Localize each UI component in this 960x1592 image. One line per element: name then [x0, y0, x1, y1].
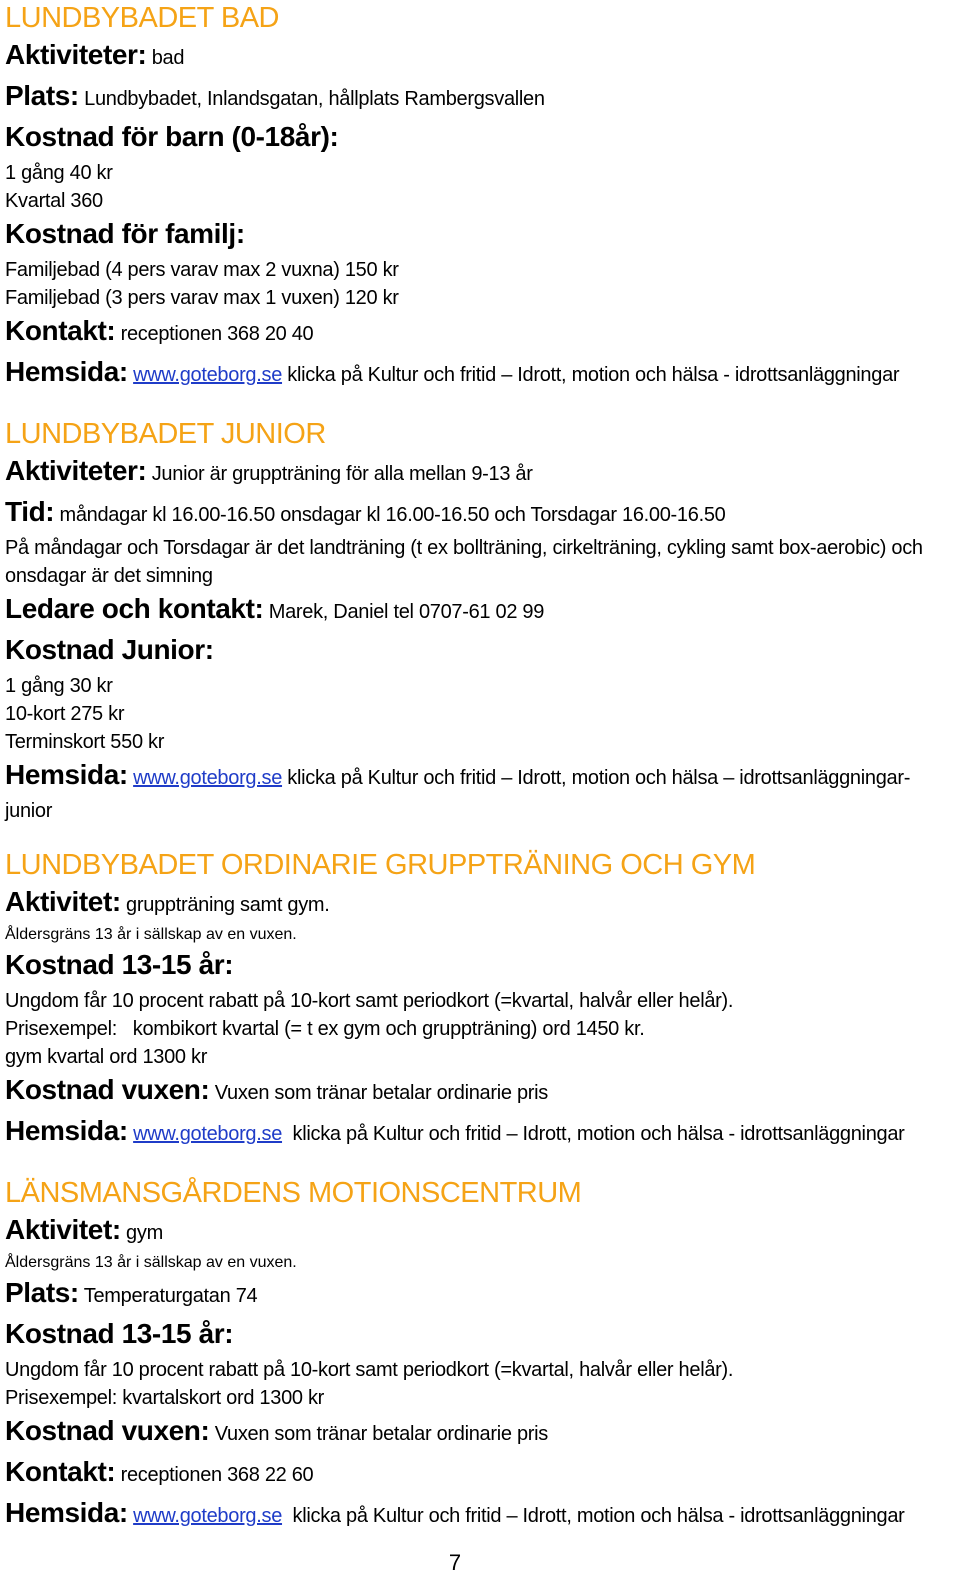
- section-lundbybadet-junior: [5, 416, 955, 825]
- cost-adult-value: Vuxen som tränar betalar ordinarie pris: [209, 1423, 548, 1445]
- website-note-continued: junior: [5, 800, 53, 822]
- page-number: 7: [448, 1550, 462, 1575]
- website-link[interactable]: www.goteborg.se: [133, 1123, 283, 1145]
- age-limit: Åldersgräns 13 år i sällskap av en vuxen.: [5, 1254, 297, 1271]
- activity-line: [5, 883, 955, 924]
- cost-family-item: Familjebad (3 pers varav max 1 vuxen) 120 kr: [5, 287, 399, 309]
- website-note: klicka på Kultur och fritid – Idrott, motion och hälsa - idrottsanläggningar: [282, 1505, 905, 1527]
- section-spacer: [5, 825, 955, 847]
- contact-value: receptionen 368 22 60: [115, 1464, 314, 1486]
- section-heading: LUNDBYBADET JUNIOR: [5, 418, 326, 450]
- website-line: [5, 1112, 955, 1153]
- cost-youth-line: [5, 1315, 955, 1356]
- contact-value: receptionen 368 20 40: [115, 323, 314, 345]
- activity-line: [5, 452, 955, 493]
- cost-youth-label: Kostnad 13-15 år:: [5, 1318, 234, 1349]
- activity-value: gym: [120, 1222, 163, 1244]
- website-line: [5, 1494, 955, 1535]
- activity-label: Aktivitet:: [5, 886, 121, 917]
- website-line: [5, 756, 955, 797]
- cost-adult-label: Kostnad vuxen:: [5, 1415, 210, 1446]
- cost-children-line: [5, 118, 955, 159]
- time-line: [5, 493, 955, 534]
- document-page: [5, 0, 955, 1535]
- cost-youth-item: Prisexempel: kombikort kvartal (= t ex gym och gruppträning) ord 1450 kr.: [5, 1018, 645, 1040]
- website-note: klicka på Kultur och fritid – Idrott, motion och hälsa - idrottsanläggningar: [282, 1123, 905, 1145]
- time-value: måndagar kl 16.00-16.50 onsdagar kl 16.00-16.50 och Torsdagar 16.00-16.50: [54, 504, 726, 526]
- cost-adult-label: Kostnad vuxen:: [5, 1074, 210, 1105]
- website-link[interactable]: www.goteborg.se: [133, 767, 283, 789]
- section-heading: LÄNSMANSGÅRDENS MOTIONSCENTRUM: [5, 1177, 582, 1209]
- place-line: [5, 77, 955, 118]
- place-line: [5, 1274, 955, 1315]
- website-line: [5, 353, 955, 394]
- contact-line: [5, 312, 955, 353]
- cost-adult-line: [5, 1071, 955, 1112]
- cost-youth-item: Ungdom får 10 procent rabatt på 10-kort samt periodkort (=kvartal, halvår eller helår).: [5, 1359, 734, 1381]
- leader-label: Ledare och kontakt:: [5, 593, 264, 624]
- cost-youth-item: gym kvartal ord 1300 kr: [5, 1046, 208, 1068]
- cost-children-item: Kvartal 360: [5, 190, 103, 212]
- leader-line: [5, 590, 955, 631]
- cost-family-item: Familjebad (4 pers varav max 2 vuxna) 150 kr: [5, 259, 399, 281]
- place-label: Plats:: [5, 1277, 79, 1308]
- activity-line: [5, 1211, 955, 1252]
- website-label: Hemsida:: [5, 356, 128, 387]
- activity-value: gruppträning samt gym.: [120, 894, 330, 916]
- place-label: Plats:: [5, 80, 79, 111]
- section-lundbybadet-bad: [5, 0, 955, 394]
- activity-label: Aktiviteter:: [5, 39, 147, 70]
- cost-junior-label: Kostnad Junior:: [5, 634, 214, 665]
- website-note: klicka på Kultur och fritid – Idrott, motion och hälsa - idrottsanläggningar: [282, 364, 900, 386]
- cost-family-line: [5, 215, 955, 256]
- activity-value: Junior är gruppträning för alla mellan 9-13 år: [146, 463, 533, 485]
- cost-junior-item: 1 gång 30 kr: [5, 675, 113, 697]
- cost-youth-item: Ungdom får 10 procent rabatt på 10-kort samt periodkort (=kvartal, halvår eller helår).: [5, 990, 734, 1012]
- section-spacer: [5, 394, 955, 416]
- cost-junior-item: 10-kort 275 kr: [5, 703, 125, 725]
- website-label: Hemsida:: [5, 1115, 128, 1146]
- cost-junior-item: Terminskort 550 kr: [5, 731, 165, 753]
- cost-youth-line: [5, 946, 955, 987]
- cost-junior-line: [5, 631, 955, 672]
- cost-adult-line: [5, 1412, 955, 1453]
- activity-value: bad: [146, 47, 185, 69]
- section-lansmansgarden: [5, 1175, 955, 1535]
- contact-label: Kontakt:: [5, 1456, 116, 1487]
- leader-value: Marek, Daniel tel 0707-61 02 99: [263, 601, 545, 623]
- description: På måndagar och Torsdagar är det landträning (t ex bollträning, cirkelträning, cykling samt box-aerobic) och onsdagar är det simning: [5, 537, 923, 587]
- website-label: Hemsida:: [5, 1497, 128, 1528]
- activity-label: Aktiviteter:: [5, 455, 147, 486]
- age-limit: Åldersgräns 13 år i sällskap av en vuxen.: [5, 926, 297, 943]
- cost-children-label: Kostnad för barn (0-18år):: [5, 121, 339, 152]
- website-label: Hemsida:: [5, 759, 128, 790]
- section-heading: LUNDBYBADET ORDINARIE GRUPPTRÄNING OCH GYM: [5, 849, 756, 881]
- website-link[interactable]: www.goteborg.se: [133, 364, 283, 386]
- activity-line: [5, 36, 955, 77]
- website-note: klicka på Kultur och fritid – Idrott, motion och hälsa – idrottsanläggningar-: [282, 767, 911, 789]
- activity-label: Aktivitet:: [5, 1214, 121, 1245]
- cost-youth-label: Kostnad 13-15 år:: [5, 949, 234, 980]
- section-heading: LUNDBYBADET BAD: [5, 2, 279, 34]
- contact-label: Kontakt:: [5, 315, 116, 346]
- time-label: Tid:: [5, 496, 55, 527]
- cost-adult-value: Vuxen som tränar betalar ordinarie pris: [209, 1082, 548, 1104]
- section-lundbybadet-gym: [5, 847, 955, 1153]
- cost-children-item: 1 gång 40 kr: [5, 162, 113, 184]
- cost-youth-item: Prisexempel: kvartalskort ord 1300 kr: [5, 1387, 325, 1409]
- website-link[interactable]: www.goteborg.se: [133, 1505, 283, 1527]
- cost-family-label: Kostnad för familj:: [5, 218, 245, 249]
- section-spacer: [5, 1153, 955, 1175]
- contact-line: [5, 1453, 955, 1494]
- place-value: Temperaturgatan 74: [78, 1285, 258, 1307]
- place-value: Lundbybadet, Inlandsgatan, hållplats Rambergsvallen: [78, 88, 545, 110]
